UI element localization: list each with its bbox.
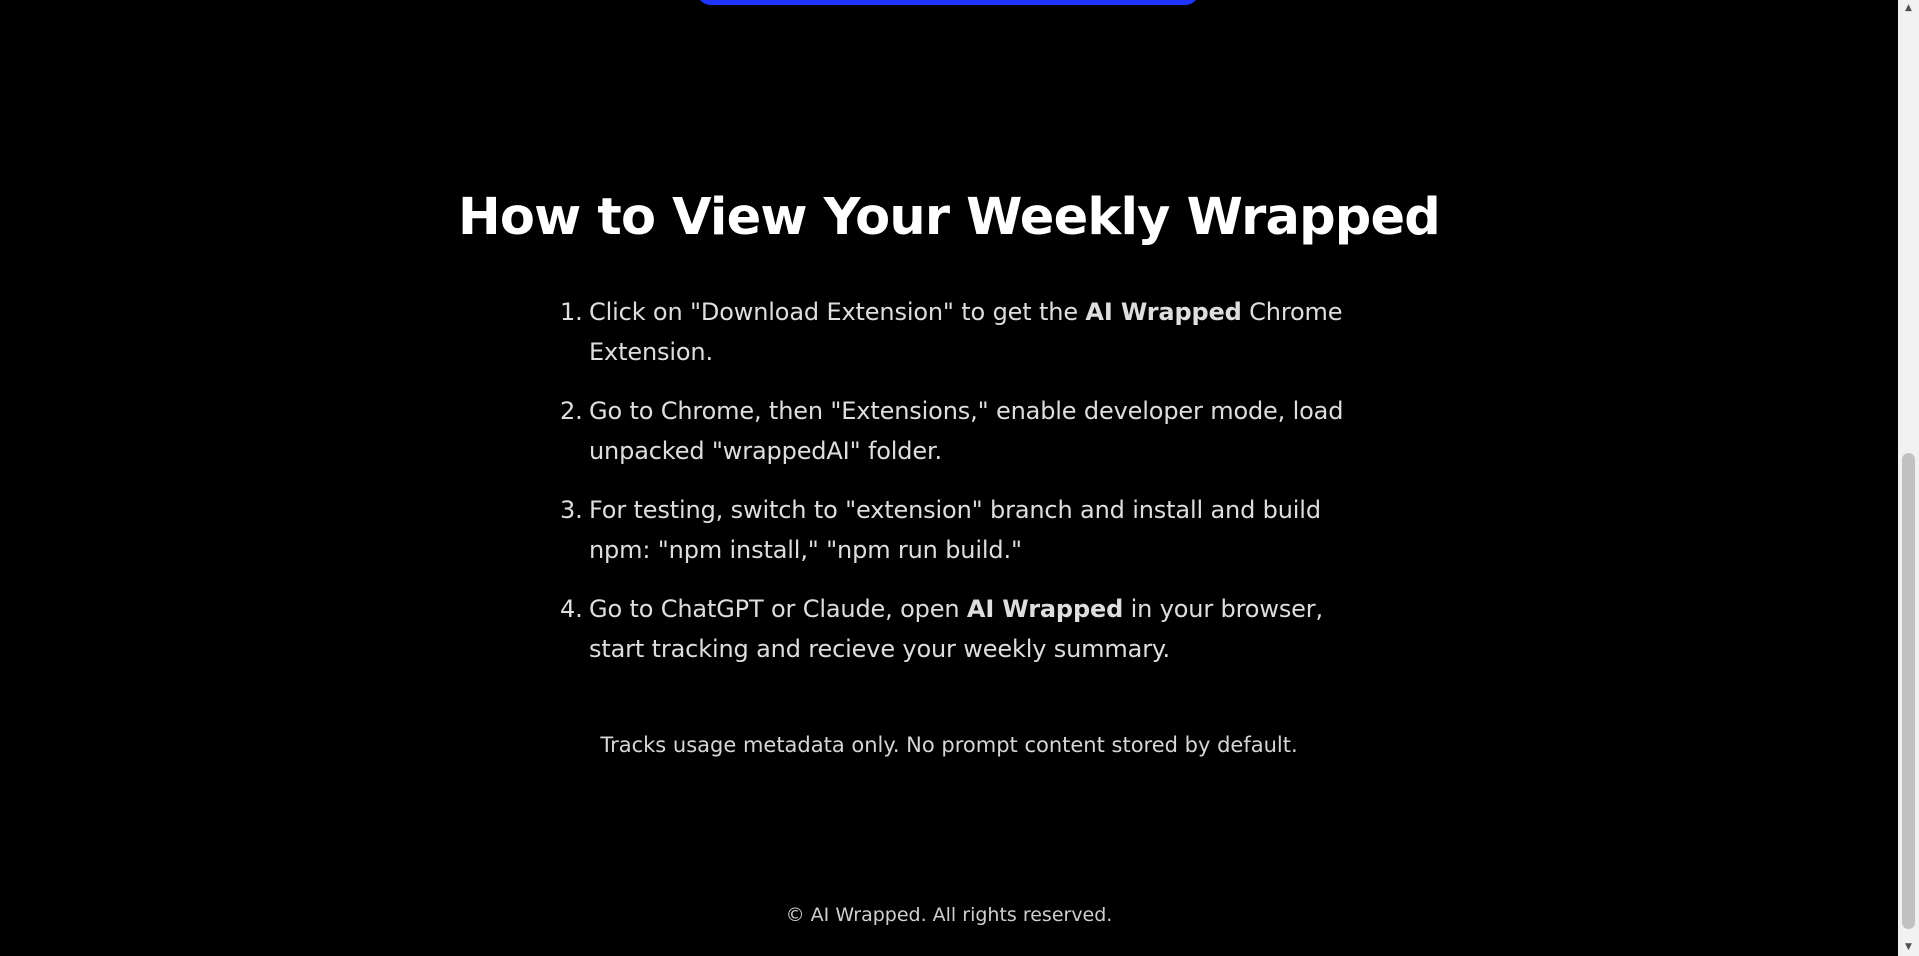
step-item-2 xyxy=(556,391,1346,471)
download-extension-button[interactable] xyxy=(697,0,1199,5)
privacy-note: Tracks usage metadata only. No prompt content stored by default. xyxy=(600,733,1298,757)
step-text: Click on "Download Extension" to get the xyxy=(589,298,1086,326)
scroll-down-arrow-icon[interactable]: ▼ xyxy=(1905,942,1912,952)
step-number: 3. xyxy=(560,496,583,524)
step-item-1 xyxy=(556,292,1346,372)
step-text-after: Chrome Extension. xyxy=(589,298,1343,366)
step-number: 1. xyxy=(560,298,583,326)
footer-copyright: © AI Wrapped. All rights reserved. xyxy=(785,904,1113,926)
step-item-3 xyxy=(556,490,1346,570)
step-text-after: in your browser, start tracking and recieve your weekly summary. xyxy=(589,595,1323,663)
scroll-up-arrow-icon[interactable]: ▲ xyxy=(1905,3,1912,13)
step-item-4 xyxy=(556,589,1346,669)
section-title: How to View Your Weekly Wrapped xyxy=(457,188,1441,247)
step-number: 4. xyxy=(560,595,583,623)
step-text: Go to Chrome, then "Extensions," enable developer mode, load unpacked "wrappedAI" folder. xyxy=(589,397,1344,465)
scrollbar-thumb[interactable] xyxy=(1902,453,1915,929)
step-bold-text: AI Wrapped xyxy=(1085,298,1242,326)
step-bold-text: AI Wrapped xyxy=(966,595,1124,623)
steps-list xyxy=(556,292,1346,688)
step-text: For testing, switch to "extension" branch and install and build npm: "npm install," "npm run build." xyxy=(589,496,1321,564)
vertical-scrollbar[interactable] xyxy=(1898,0,1919,956)
step-number: 2. xyxy=(560,397,583,425)
step-text: Go to ChatGPT or Claude, open xyxy=(589,595,967,623)
